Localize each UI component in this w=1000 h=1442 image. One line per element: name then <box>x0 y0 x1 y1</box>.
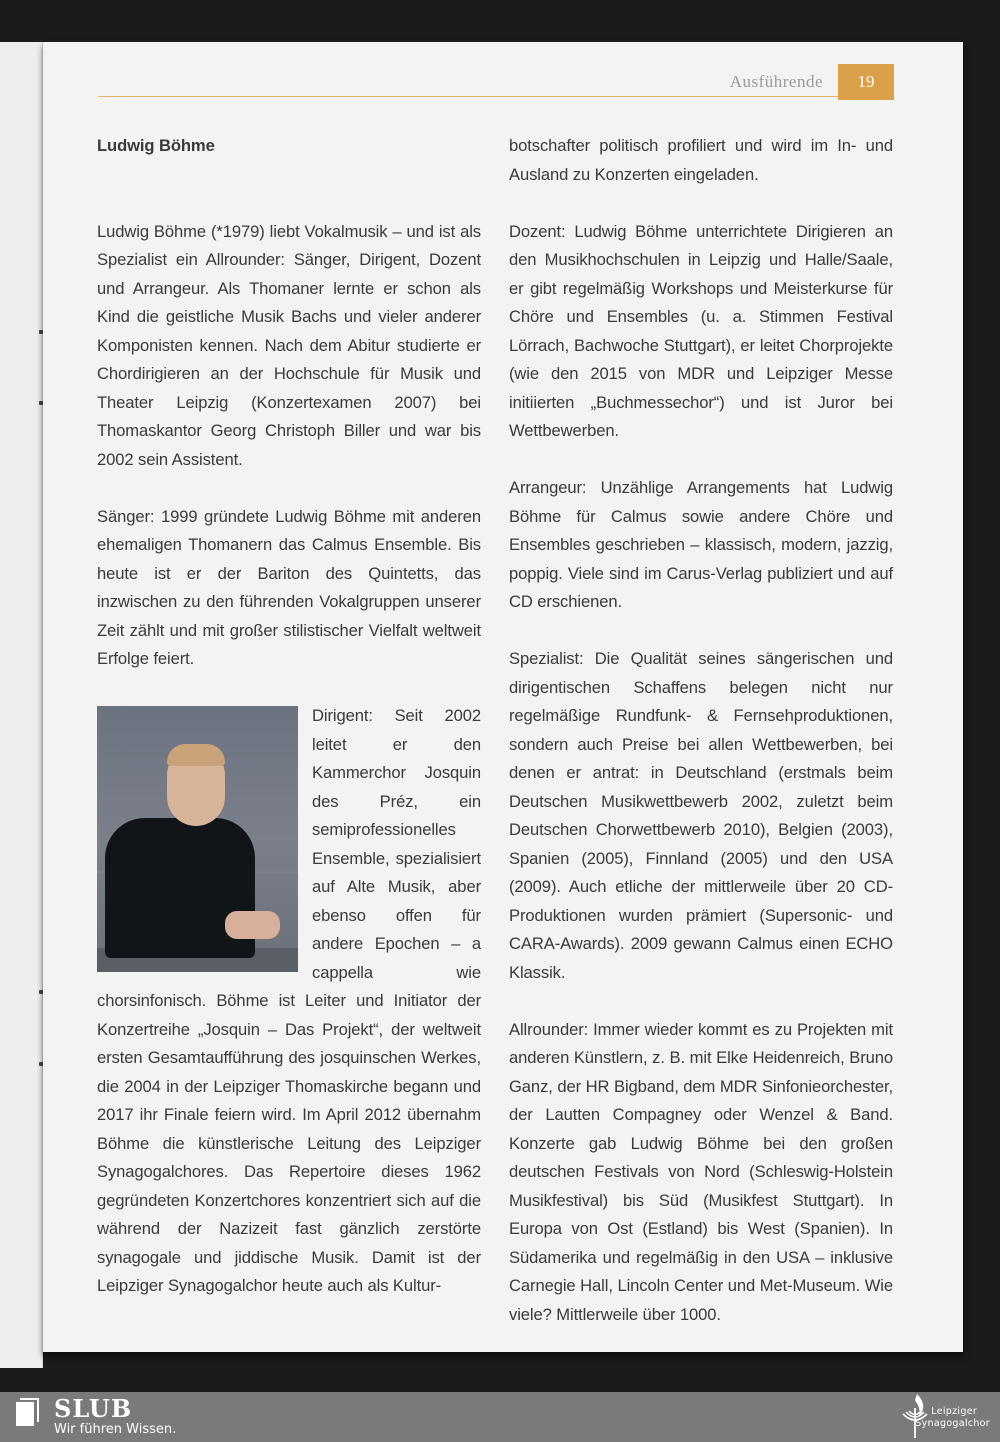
footer-bar <box>0 1392 1000 1442</box>
article-title: Ludwig Böhme <box>97 136 215 155</box>
allrounder-paragraph: Allrounder: Immer wieder kommt es zu Projekten mit anderen Künstlern, z. B. mit Elke Heidenreich, Bruno Ganz, der HR Bigband, dem MDR Sinfonieorchester, der Lautten Compagney oder Wenzel & Band. Konzerte gab Ludwig Böhme bei den großen deutschen Festivals von Nord (Schleswig-Holstein Musikfestival) bis Süd (Musikfest Stuttgart). In Europa von Ost (Estland) bis West (Spanien). In Südamerika und regelmäßig in den USA – inklusive Carnegie Hall, Lincoln Center und Met-Museum. Wie viele? Mittlerweile über 1000. <box>509 1019 893 1324</box>
previous-page-edge <box>0 42 43 1368</box>
right-column <box>509 132 893 1358</box>
spezialist-paragraph: Spezialist: Die Qualität seines sängerischen und dirigentischen Schaffens belegen nicht nur regelmäßige Rundfunk- & Fernsehproduktionen, sondern auch Preise bei allen Wettbewerben, bei denen er antrat: in Deutschland (erstmals beim Deutschen Musikwettbewerb 2002, zuletzt beim Deutschen Chorwettbewerb 2010), Belgien (2003), Spanien (2005), Finnland (2005) und den USA (2009). Auch etliche der mittlerweile über 20 CD-Produktionen wurden prämiert (Supersonic- und CARA-Awards). 2009 gewann Calmus einen ECHO Klassik. <box>509 649 893 982</box>
page-number: 19 <box>838 64 894 100</box>
photo-hands <box>225 911 280 939</box>
slub-book-icon <box>14 1398 42 1428</box>
saenger-paragraph: Sänger: 1999 gründete Ludwig Böhme mit anderen ehemaligen Thomanern das Calmus Ensemble. Bis heute ist er der Bariton des Quintetts, das inzwischen zu den führenden Vokalgruppen unserer Zeit zählt und mit großer stilistischer Vielfalt weltweit Erfolge feiert. <box>97 506 481 668</box>
continuation-paragraph: botschafter politisch profiliert und wird im In- und Ausland zu Konzerten eingeladen. <box>509 136 893 184</box>
dozent-paragraph: Dozent: Ludwig Böhme unterrichtete Dirigieren an den Musikhochschulen in Leipzig und Halle/Saale, er gibt regelmäßig Workshops und Meisterkurse für Chöre und Ensembles (u. a. Stimmen Festival Lörrach, Bachwoche Stuttgart), er leitet Chorprojekte (wie den 2015 von MDR und Leipziger Messe initiierten „Buchmessechor“) und ist Juror bei Wettbewerben. <box>509 221 893 440</box>
dirigent-block <box>97 702 481 1301</box>
choir-name-line1: Leipziger <box>931 1406 978 1417</box>
header-rule <box>98 96 838 97</box>
booklet-page <box>43 42 963 1352</box>
slub-tagline: Wir führen Wissen. <box>54 1422 177 1437</box>
arrangeur-paragraph: Arrangeur: Unzählige Arrangements hat Ludwig Böhme für Calmus sowie andere Chöre und Ensembles geschrieben – klassisch, modern, jazzig, poppig. Viele sind im Carus-Verlag publiziert und auf CD erschienen. <box>509 478 893 611</box>
portrait-photo <box>97 706 298 972</box>
choir-logo-text[interactable] <box>915 1406 990 1430</box>
slub-logo-text[interactable]: SLUB <box>54 1394 133 1423</box>
dirigent-paragraph: Dirigent: Seit 2002 leitet er den Kammerchor Josquin des Préz, ein semiprofessionelles Ensemble, spezialisiert auf Alte Musik, aber ebenso offen für andere Epochen – a cappella wie chorsinfonisch. Böhme ist Leiter und Initiator der Konzertreihe „Josquin – Das Projekt“, der weltweit ersten Gesamtaufführung des josquinschen Werkes, die 2004 in der Leipziger Thomaskirche begann und 2017 ihr Finale feiern wird. Im April 2012 übernahm Böhme die künstlerische Leitung des Leipziger Synagogalchores. Das Repertoire dieses 1962 gegründeten Konzertchores konzentriert sich auf die während der Nazizeit fast gänzlich zerstörte synagogale und jiddische Musik. Damit ist der Leipziger Synagogalchor heute auch als Kultur- <box>97 706 481 1295</box>
photo-hair <box>167 744 225 766</box>
choir-name-line2: Synagogalchor <box>915 1418 990 1429</box>
intro-paragraph: Ludwig Böhme (*1979) liebt Vokalmusik – und ist als Spezialist ein Allrounder: Sänger, Dirigent, Dozent und Arrangeur. Als Thomaner lernte er schon als Kind die geistliche Musik Bachs und vieler anderer Komponisten kennen. Nach dem Abitur studierte er Chordirigieren an der Hochschule für Musik und Theater Leipzig (Konzertexamen 2007) bei Thomaskantor Georg Christoph Biller und war bis 2002 sein Assistent. <box>97 221 481 469</box>
left-column <box>97 132 481 1301</box>
running-header-section: Ausführende <box>729 72 823 91</box>
